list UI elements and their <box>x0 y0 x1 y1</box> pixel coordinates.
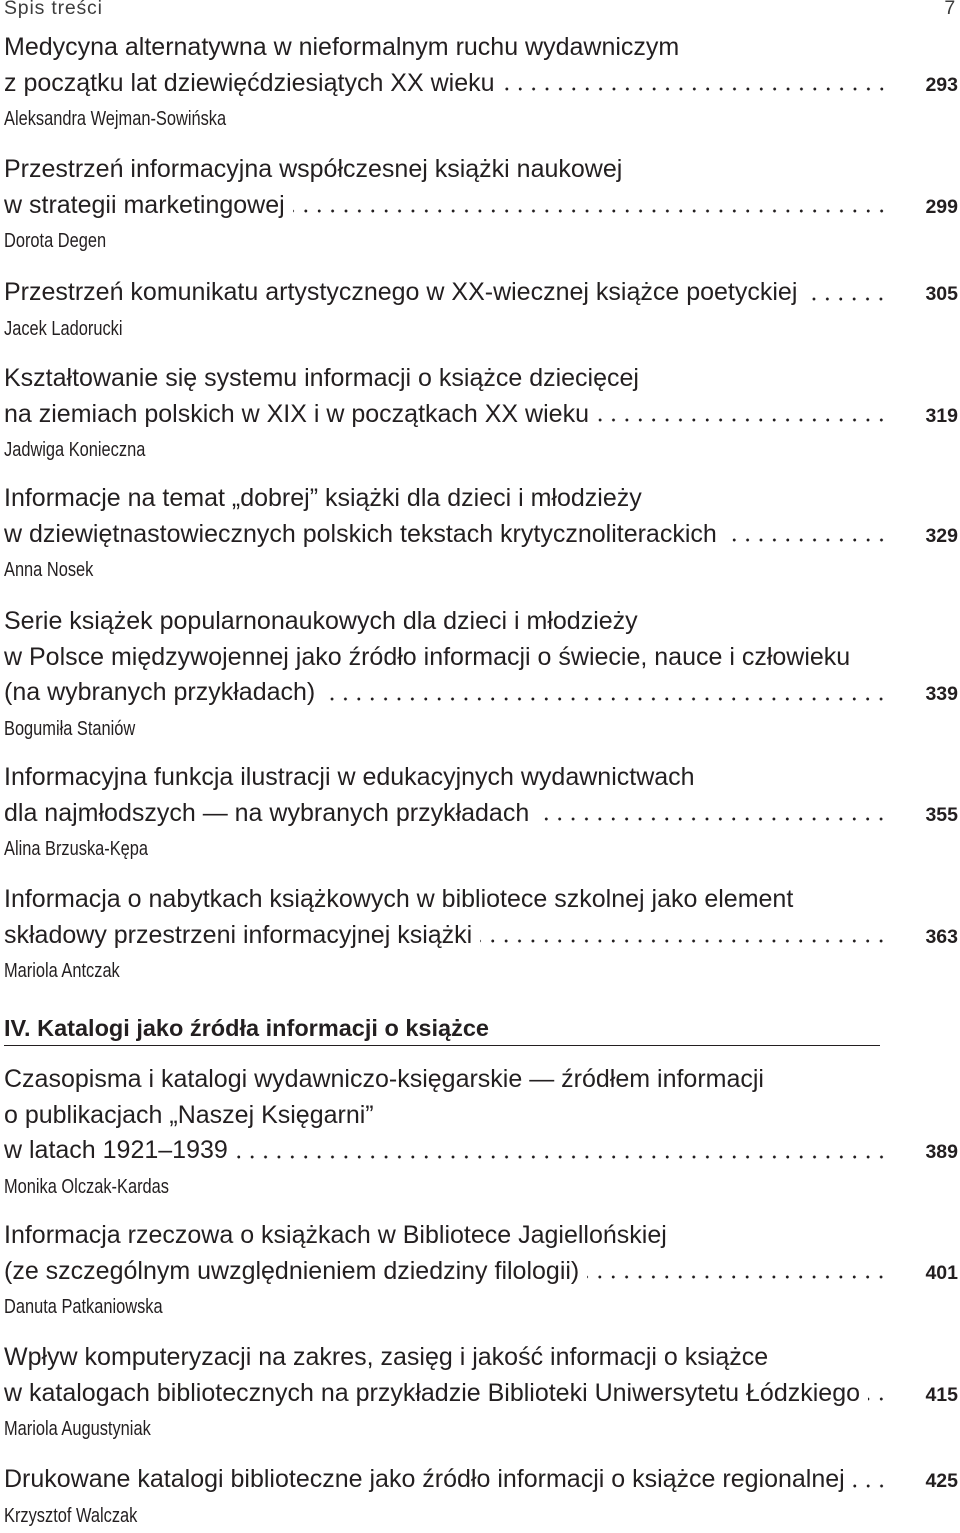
entry-author <box>4 1500 958 1532</box>
running-header <box>4 0 956 18</box>
author-name: Jadwiga Konieczna <box>4 439 146 462</box>
entry-title-last-line <box>4 918 958 954</box>
entry-author <box>4 833 958 865</box>
page-number: 339 <box>925 683 958 706</box>
entry-title-last-line <box>4 1254 958 1290</box>
entry-title-line: w katalogach bibliotecznych na przykładzie Biblioteki Uniwersytetu Łódzkiego <box>4 1378 861 1407</box>
entry-title-line: Medycyna alternatywna w nieformalnym ruchu wydawniczym <box>4 33 680 61</box>
dot-leader <box>236 1133 888 1169</box>
page-number: 415 <box>925 1383 958 1406</box>
dot-leader <box>805 275 888 311</box>
entry-title-line: Przestrzeń komunikatu artystycznego w XX-wiecznej książce poetyckiej <box>4 278 798 306</box>
entry-title-line: Serie książek popularnonaukowych dla dzieci i młodzieży <box>4 607 638 635</box>
page-number: 425 <box>925 1470 958 1492</box>
dot-leader <box>868 1376 888 1412</box>
entry-title-line: Kształtowanie się systemu informacji o książce dziecięcej <box>4 364 639 392</box>
entry-title-last-line <box>4 66 958 102</box>
author-name: Bogumiła Staniów <box>4 718 136 741</box>
author-name: Jacek Ladorucki <box>4 317 123 340</box>
dot-leader <box>293 188 888 224</box>
entry-title-last-line <box>4 397 958 433</box>
entry-title-last-line <box>4 275 958 311</box>
entry-title-last-line <box>4 675 958 711</box>
page-number: 355 <box>925 803 958 826</box>
author-name: Dorota Degen <box>4 230 107 253</box>
entry-title-last-line <box>4 1462 958 1498</box>
entry-author <box>4 554 958 586</box>
entry-title-line: w dziewiętnastowiecznych polskich tekstach krytycznoliterackich <box>4 519 717 548</box>
toc-entry <box>4 275 958 345</box>
author-name: Anna Nosek <box>4 559 94 582</box>
entry-title-last-line <box>4 188 958 224</box>
author-name: Aleksandra Wejman-Sowińska <box>4 108 227 131</box>
entry-author <box>4 1413 958 1445</box>
entry-title-line: w Polsce międzywojennej jako źródło informacji o świecie, nauce i człowieku <box>4 642 851 671</box>
page-number: 389 <box>925 1141 958 1164</box>
dot-leader <box>725 517 888 553</box>
entry-author <box>4 225 958 257</box>
entry-title-line: Informacje na temat „dobrej” książki dla dzieci i młodzieży <box>4 484 642 512</box>
entry-title-line: na ziemiach polskich w XIX i w początkach XX wieku <box>4 399 589 428</box>
dot-leader <box>587 1254 888 1290</box>
toc-entry <box>4 361 958 466</box>
page-number: 401 <box>925 1261 958 1284</box>
author-name: Monika Olczak-Kardas <box>4 1176 169 1199</box>
entry-title-line: Drukowane katalogi biblioteczne jako źródło informacji o książce regionalnej <box>4 1465 845 1493</box>
dot-leader <box>323 675 888 711</box>
toc-entry <box>4 604 958 745</box>
entry-title-line: (ze szczególnym uwzględnieniem dziedziny filologii) <box>4 1256 580 1285</box>
page-number: 363 <box>925 925 958 948</box>
toc-entry <box>4 1462 958 1532</box>
toc-entry <box>4 1218 958 1323</box>
page-number: 319 <box>925 404 958 427</box>
entry-title-line: Informacyjna funkcja ilustracji w edukacyjnych wydawnictwach <box>4 763 695 791</box>
entry-title-last-line <box>4 796 958 832</box>
page-number: 293 <box>925 73 958 96</box>
dot-leader <box>537 796 888 832</box>
toc-entry <box>4 882 958 987</box>
toc-entry <box>4 760 958 865</box>
entry-author <box>4 313 958 345</box>
dot-leader <box>480 918 888 954</box>
running-header-title: Spis treści <box>4 0 103 19</box>
entry-title-last-line <box>4 1376 958 1412</box>
section-heading: IV. Katalogi jako źródła informacji o książce <box>4 1011 880 1046</box>
entry-title-line: Czasopisma i katalogi wydawniczo-księgarskie — źródłem informacji <box>4 1065 764 1093</box>
toc-entry <box>4 30 958 135</box>
toc-entry <box>4 481 958 586</box>
entry-author <box>4 434 958 466</box>
author-name: Mariola Augustyniak <box>4 1418 151 1441</box>
dot-leader <box>597 397 888 433</box>
entry-title-line: Informacja o nabytkach książkowych w bibliotece szkolnej jako element <box>4 885 794 913</box>
entry-title-line: dla najmłodszych — na wybranych przykładach <box>4 798 530 827</box>
entry-title-line: (na wybranych przykładach) <box>4 678 316 707</box>
entry-author <box>4 955 958 987</box>
entry-author <box>4 103 958 135</box>
dot-leader <box>853 1462 888 1498</box>
entry-title-line: w latach 1921–1939 <box>4 1136 228 1165</box>
toc-entry <box>4 1340 958 1445</box>
entry-title-line: Wpływ komputeryzacji na zakres, zasięg i jakość informacji o książce <box>4 1343 769 1371</box>
entry-title-line: o publikacjach „Naszej Księgarni” <box>4 1100 374 1129</box>
folio-page-number: 7 <box>944 0 956 19</box>
entry-title-line: składowy przestrzeni informacyjnej książki <box>4 920 473 949</box>
entry-author <box>4 1171 958 1203</box>
toc-entry <box>4 1062 958 1203</box>
entry-title-line: Informacja rzeczowa o książkach w Bibliotece Jagiellońskiej <box>4 1221 667 1249</box>
page-number: 329 <box>925 524 958 547</box>
entry-title-line: Przestrzeń informacyjna współczesnej książki naukowej <box>4 155 623 183</box>
page-number: 305 <box>925 283 958 305</box>
author-name: Danuta Patkaniowska <box>4 1296 163 1319</box>
entry-title-last-line <box>4 517 958 553</box>
toc-entry <box>4 152 958 257</box>
author-name: Mariola Antczak <box>4 960 120 983</box>
author-name: Alina Brzuska-Kępa <box>4 838 149 861</box>
author-name: Krzysztof Walczak <box>4 1504 138 1527</box>
entry-author <box>4 1291 958 1323</box>
entry-title-line: w strategii marketingowej <box>4 190 285 219</box>
entry-title-last-line <box>4 1133 958 1169</box>
page-number: 299 <box>925 195 958 218</box>
dot-leader <box>503 66 888 102</box>
entry-author <box>4 713 958 745</box>
entry-title-line: z początku lat dziewięćdziesiątych XX wieku <box>4 68 495 97</box>
